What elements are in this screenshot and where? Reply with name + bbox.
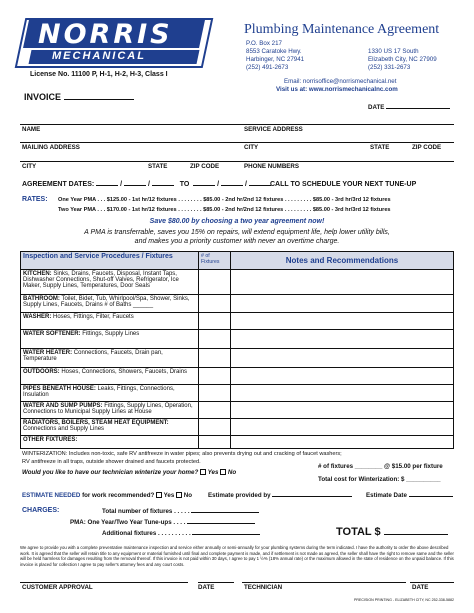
agreement-dates[interactable]: AGREEMENT DATES: / / TO / / (22, 181, 271, 188)
charge-total[interactable]: TOTAL $ (336, 526, 448, 538)
rate-one-year: One Year PMA . . . $125.00 - 1st hr/12 fixtures . . . . . . . . $85.00 - 2nd hr/2nd 12 fixtures . . . . . . . . . $85.00 - 3rd hr/3rd 12 fixtures (58, 197, 391, 203)
charge-additional[interactable]: Additional fixtures . . . . . . . . . . (102, 530, 260, 537)
table-row: PIPES BENEATH HOUSE: Leaks, Fittings, Connections, Insulation (21, 385, 454, 402)
company-logo (20, 18, 208, 68)
winterization-line2: RV antifreeze in all traps, outside shower drained and faucets protected. (22, 459, 201, 465)
mailing-city-field[interactable]: CITY (22, 163, 37, 170)
col-procedures: Inspection and Service Procedures / Fixtures (21, 252, 199, 270)
terms-text: We agree to provide you with a complete preventative maintenance inspection and service either annually or semi-annually for your plumbing systems during the term indicated. I have the authority to order the above described work. It is agreed that the seller will retain title to any equipment or material furnished until final and complete payment is made, and if settlement is not made as agreed, the seller shall have the right to remove same and the seller will be held harmless for damages resulting from the removal thereof. If this invoice is not paid within 30 days, I agree to pay 1 ½% (18% annual rate) or the maximum allowed in the state of residence on the unpaid balance. If this invoice is placed for collection I agree to pay seller's attorney fees and any court costs. (20, 545, 454, 567)
charge-total-fixtures[interactable]: Total number of fixtures . . . . . (102, 508, 259, 515)
company-email: Email: norrisoffice@norrismechanical.net (284, 78, 397, 85)
winterize-question: Would you like to have our technician winterize your home? Yes No (22, 469, 237, 476)
fixture-count-cell[interactable] (199, 368, 231, 385)
notes-cell[interactable] (231, 270, 454, 295)
winterization-line1: WINTERIZATION: Includes non-toxic, safe RV antifreeze in water pipes; also prevents drying out and cracking of faucet washers; (22, 451, 342, 457)
notes-cell[interactable] (231, 313, 454, 330)
notes-cell[interactable] (231, 330, 454, 349)
fixture-count-cell[interactable] (199, 402, 231, 419)
fixture-count-cell[interactable] (199, 330, 231, 349)
logo-name: NORRIS (38, 19, 173, 50)
save-message: Save $80.00 by choosing a two year agreement now! (149, 218, 325, 225)
table-row: WATER HEATER: Connections, Faucets, Drain pan, Temperature (21, 349, 454, 368)
col-fixtures: # of Fixtures (199, 252, 231, 270)
notes-cell[interactable] (231, 349, 454, 368)
notes-cell[interactable] (231, 419, 454, 436)
page-title: Plumbing Maintenance Agreement (244, 22, 440, 37)
table-row: WATER SOFTENER: Fittings, Supply Lines (21, 330, 454, 349)
pma-line2: and makes you a priority customer with never an overtime charge. (134, 238, 340, 245)
table-header (21, 252, 454, 270)
inspection-table (20, 251, 454, 449)
service-state-field[interactable]: STATE (370, 144, 390, 151)
license-number: License No. 11100 P, H-1, H-2, H-3, Class I (30, 71, 168, 78)
table-row: OTHER FIXTURES: (21, 436, 454, 449)
notes-cell[interactable] (231, 368, 454, 385)
name-field[interactable]: NAME (22, 126, 41, 133)
estimate-yes-checkbox[interactable] (156, 492, 162, 498)
fixture-count-cell[interactable] (199, 313, 231, 330)
service-address-field[interactable]: SERVICE ADDRESS (244, 126, 303, 133)
table-row: WATER AND SUMP PUMPS: Fittings, Supply Lines, Operation, Connections to Municipal Supply Lines at House (21, 402, 454, 419)
fixture-count-cell[interactable] (199, 385, 231, 402)
call-to-schedule: CALL TO SCHEDULE YOUR NEXT TUNE-UP (270, 181, 417, 188)
notes-cell[interactable] (231, 385, 454, 402)
estimate-provided-by[interactable]: Estimate provided by (208, 492, 352, 499)
charge-pma[interactable]: PMA: One Year/Two Year Tune-ups . . . . (70, 519, 255, 526)
fixture-count-cell[interactable] (199, 270, 231, 295)
phone-field[interactable]: PHONE NUMBERS (244, 163, 300, 170)
mailing-zip-field[interactable]: ZIP CODE (190, 163, 220, 170)
estimate-no-checkbox[interactable] (176, 492, 182, 498)
col-notes: Notes and Recommendations (231, 252, 454, 270)
table-row: BATHROOM: Toilet, Bidet, Tub, Whirlpool/Spa, Shower, Sinks, Supply Lines, Faucets, Drains # of Baths ______ (21, 295, 454, 313)
charges-label: CHARGES: (22, 507, 60, 514)
winterization-total[interactable]: Total cost for Winterization: $ __________ (318, 476, 441, 483)
service-city-field[interactable]: CITY (244, 144, 259, 151)
notes-cell[interactable] (231, 436, 454, 449)
service-zip-field[interactable]: ZIP CODE (412, 144, 442, 151)
estimate-needed: ESTIMATE NEEDED for work recommended? Yes No (22, 492, 192, 499)
table-row: OUTDOORS: Hoses, Connections, Showers, Faucets, Drains (21, 368, 454, 385)
mailing-address-field[interactable]: MAILING ADDRESS (22, 144, 80, 151)
date-field[interactable]: DATE (368, 104, 450, 111)
winterize-no-checkbox[interactable] (220, 469, 226, 475)
winterize-yes-checkbox[interactable] (200, 469, 206, 475)
table-row: KITCHEN: Sinks, Drains, Faucets, Disposal, Instant Taps, Dishwasher Connections, Shut-off Valves, Refrigerator, Ice Maker, Supply Lines, Temperatures, Door Seals (21, 270, 454, 295)
notes-cell[interactable] (231, 295, 454, 313)
estimate-date[interactable]: Estimate Date (366, 492, 453, 499)
address-right: 1330 US 17 South Elizabeth City, NC 27909 (252) 331-2673 (368, 48, 437, 71)
invoice-label: INVOICE (24, 92, 134, 102)
customer-approval[interactable]: CUSTOMER APPROVAL (22, 584, 93, 591)
pma-line1: A PMA is transferrable, saves you 15% on repairs, will extend equipment life, help lower utility bills, (84, 229, 390, 236)
technician[interactable]: TECHNICIAN (244, 584, 283, 591)
logo-sub: MECHANICAL (52, 50, 146, 62)
address-left: P.O. Box 217 8553 Caratoke Hwy. Harbinger, NC 27941 (252) 491-2673 (246, 40, 305, 71)
fixture-count-cell[interactable] (199, 349, 231, 368)
table-row: WASHER: Hoses, Fittings, Filter, Faucets (21, 313, 454, 330)
table-row: RADIATORS, BOILERS, STEAM HEAT EQUIPMENT: Connections and Supply Lines (21, 419, 454, 436)
technician-date[interactable]: DATE (412, 584, 429, 591)
rate-two-year: Two Year PMA . . . $170.00 - 1st hr/12 fixtures . . . . . . . . $85.00 - 2nd hr/2nd 12 fixtures . . . . . . . . . $85.00 - 3rd hr/3rd 12 fixtures (58, 207, 391, 213)
customer-date[interactable]: DATE (198, 584, 215, 591)
printer-credit: PRECISION PRINTING - ELIZABETH CITY, NC 252-338-5882 (354, 598, 454, 602)
fixture-count-cell[interactable] (199, 419, 231, 436)
rates-label: RATES: (22, 196, 48, 203)
winterization-fixtures[interactable]: # of fixtures ________ @ $15.00 per fixture (318, 463, 443, 470)
company-website: Visit us at: www.norrismechanicalnc.com (276, 86, 398, 93)
notes-cell[interactable] (231, 402, 454, 419)
mailing-state-field[interactable]: STATE (148, 163, 168, 170)
fixture-count-cell[interactable] (199, 436, 231, 449)
fixture-count-cell[interactable] (199, 295, 231, 313)
